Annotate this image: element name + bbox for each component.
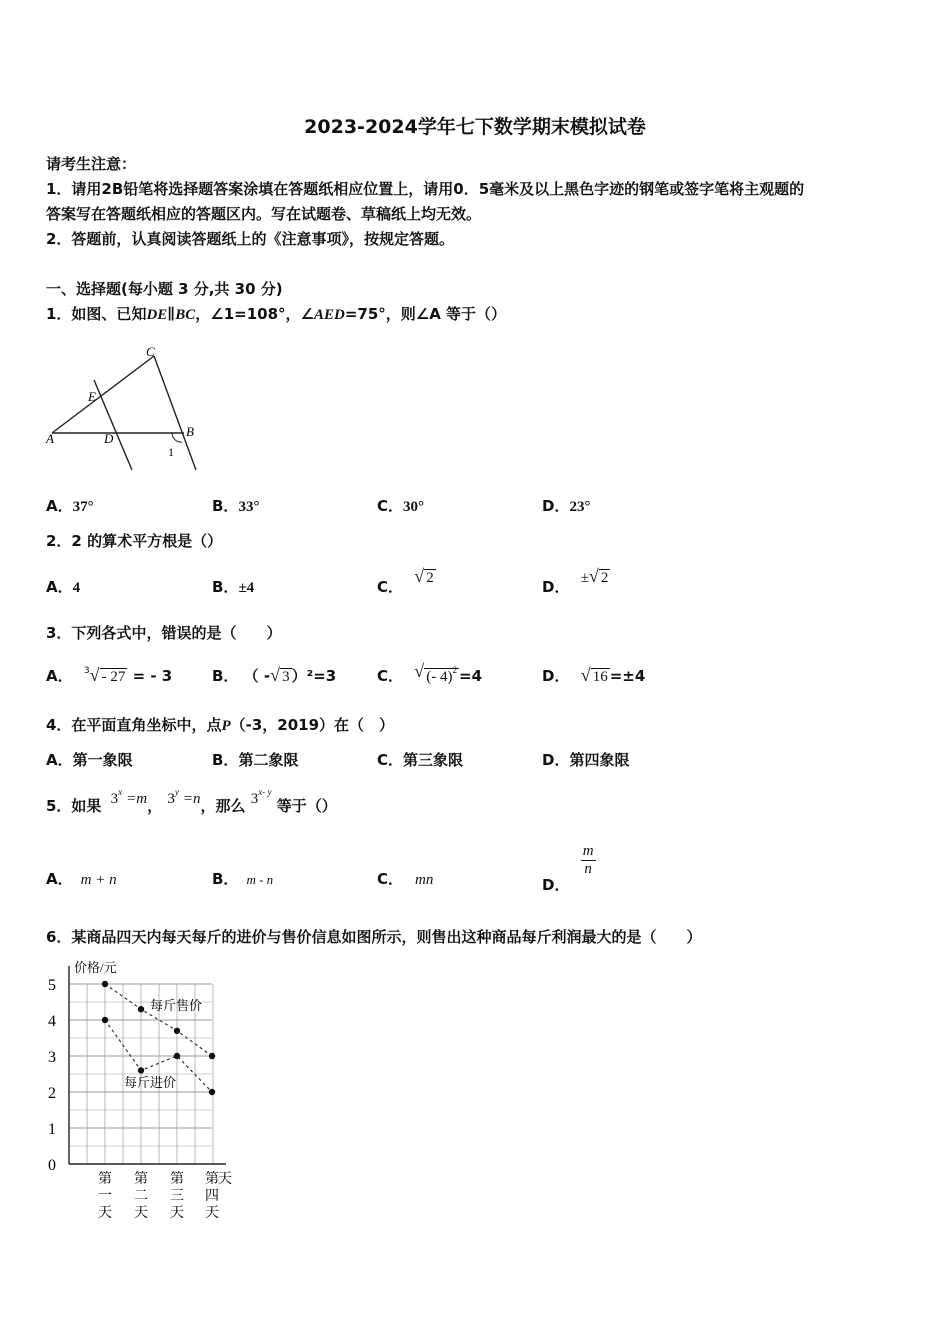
question-3-stem: 3．下列各式中，错误的是（ ）: [46, 624, 282, 642]
q5-option-a: A． m + n: [46, 870, 117, 888]
question-4-stem: 4．在平面直角坐标中，点P（-3，2019）在（ ）: [46, 716, 395, 734]
data-point: [138, 1067, 144, 1073]
figure-label-c: C: [146, 344, 155, 359]
x-tick-label: 三: [170, 1189, 184, 1204]
chart-ylabel: 价格/元: [74, 960, 117, 975]
sqrt-2: √ 2: [588, 566, 609, 586]
q1-option-a: A．37°: [46, 497, 94, 515]
notice-line-2: 答案写在答题纸相应的答题区内。写在试题卷、草稿纸上均无效。: [46, 205, 482, 223]
y-tick-label: 4: [48, 1013, 56, 1030]
x-tick-label: 天: [170, 1206, 184, 1221]
figure-label-angle-1: 1: [168, 445, 174, 459]
q3-option-d: D． √ 16 =±4: [542, 665, 646, 685]
x-tick-label: 四: [205, 1189, 219, 1204]
figure-label-a: A: [46, 431, 54, 446]
sqrt-16: √ 16: [580, 665, 608, 685]
figure-label-b: B: [186, 424, 194, 439]
x-tick-label: 第: [98, 1172, 112, 1187]
sqrt-neg4-squared: √ (- 4)$^2$: [414, 661, 457, 685]
figure-label-e: E: [88, 389, 96, 404]
sqrt-3: √ 3: [270, 665, 290, 685]
data-point: [102, 981, 108, 987]
x-tick-label: 第: [170, 1172, 184, 1187]
section-heading: 一、选择题(每小题 3 分,共 30 分): [46, 280, 283, 298]
q4-option-d: D．第四象限: [542, 751, 630, 769]
notice-line-1: 1．请用2B铅笔将选择题答案涂填在答题纸相应位置上，请用0．5毫米及以上黑色字迹的钢笔或签字笔将主观题的: [46, 180, 805, 198]
q3-option-b: B． （ - √ 3 ）²=3: [212, 665, 337, 685]
q3-option-c: C． √ (- 4)$^2$ =4: [377, 661, 483, 685]
data-point: [209, 1053, 215, 1059]
x-tick-label: 一: [98, 1189, 112, 1204]
y-tick-label: 2: [48, 1085, 56, 1102]
series-label-buy: 每斤进价: [124, 1075, 177, 1090]
q4-option-a: A．第一象限: [46, 751, 133, 769]
cube-root: √ - 27: [89, 665, 126, 685]
x-tick-label: 第: [205, 1172, 219, 1187]
sqrt-2: √ 2: [414, 566, 434, 586]
notice-line-3: 2．答题前，认真阅读答题纸上的《注意事项》，按规定答题。: [46, 230, 454, 248]
q1-option-c: C．30°: [377, 497, 425, 515]
q4-option-c: C．第三象限: [377, 751, 464, 769]
x-tick-label: 天: [134, 1206, 148, 1221]
q1-option-d: D．23°: [542, 497, 591, 515]
q5-option-d: D． $\frac{m}{n}$: [542, 843, 594, 894]
figure-label-d: D: [104, 431, 114, 446]
chart-axes: [69, 966, 226, 1164]
fraction-m-over-n: $\frac{m}{n}$: [582, 843, 594, 877]
y-tick-label: 0: [48, 1157, 56, 1174]
data-point: [174, 1053, 180, 1059]
q2-option-c: C． √ 2: [377, 566, 434, 596]
y-tick-label: 3: [48, 1049, 56, 1066]
q2-option-a: A．4: [46, 578, 81, 596]
x-tick-label: 二: [134, 1189, 148, 1204]
question-1-figure: [44, 340, 214, 476]
question-1-stem: 1．如图、已知DE∥BC，∠1=108°，∠AED=75°，则∠A 等于（）: [46, 305, 507, 323]
page-title: 2023-2024学年七下数学期末模拟试卷: [304, 116, 646, 138]
x-tick-label: 天: [98, 1206, 112, 1221]
q4-option-b: B．第二象限: [212, 751, 299, 769]
notice-heading: 请考生注意：: [46, 155, 137, 173]
x-tick-label: 天: [205, 1206, 219, 1221]
chart-xlabel: 天: [218, 1172, 232, 1187]
q1-option-b: B．33°: [212, 497, 260, 515]
q2-option-d: D． ± √ 2: [542, 566, 609, 596]
question-6-stem: 6．某商品四天内每天每斤的进价与售价信息如图所示，则售出这种商品每斤利润最大的是（ ）: [46, 928, 702, 946]
question-5-stem: 5．如果 $3^x =m$， $3^y =n$，那么 3$^{x- y}$ 等于（）: [46, 787, 337, 815]
data-point: [174, 1028, 180, 1034]
y-tick-label: 5: [48, 977, 56, 994]
data-point: [102, 1017, 108, 1023]
data-point: [209, 1089, 215, 1095]
q2-option-b: B．±4: [212, 578, 255, 596]
q3-option-a: A． $^3$ √ - 27 = - 3: [46, 665, 173, 685]
data-point: [138, 1006, 144, 1012]
x-tick-label: 第: [134, 1172, 148, 1187]
q5-option-b: B． m - n: [212, 870, 274, 888]
q5-option-c: C． mn: [377, 870, 434, 888]
question-2-stem: 2．2 的算术平方根是（）: [46, 532, 223, 550]
y-tick-label: 1: [48, 1121, 56, 1138]
series-label-sell: 每斤售价: [150, 998, 203, 1013]
price-chart: [44, 952, 244, 1222]
